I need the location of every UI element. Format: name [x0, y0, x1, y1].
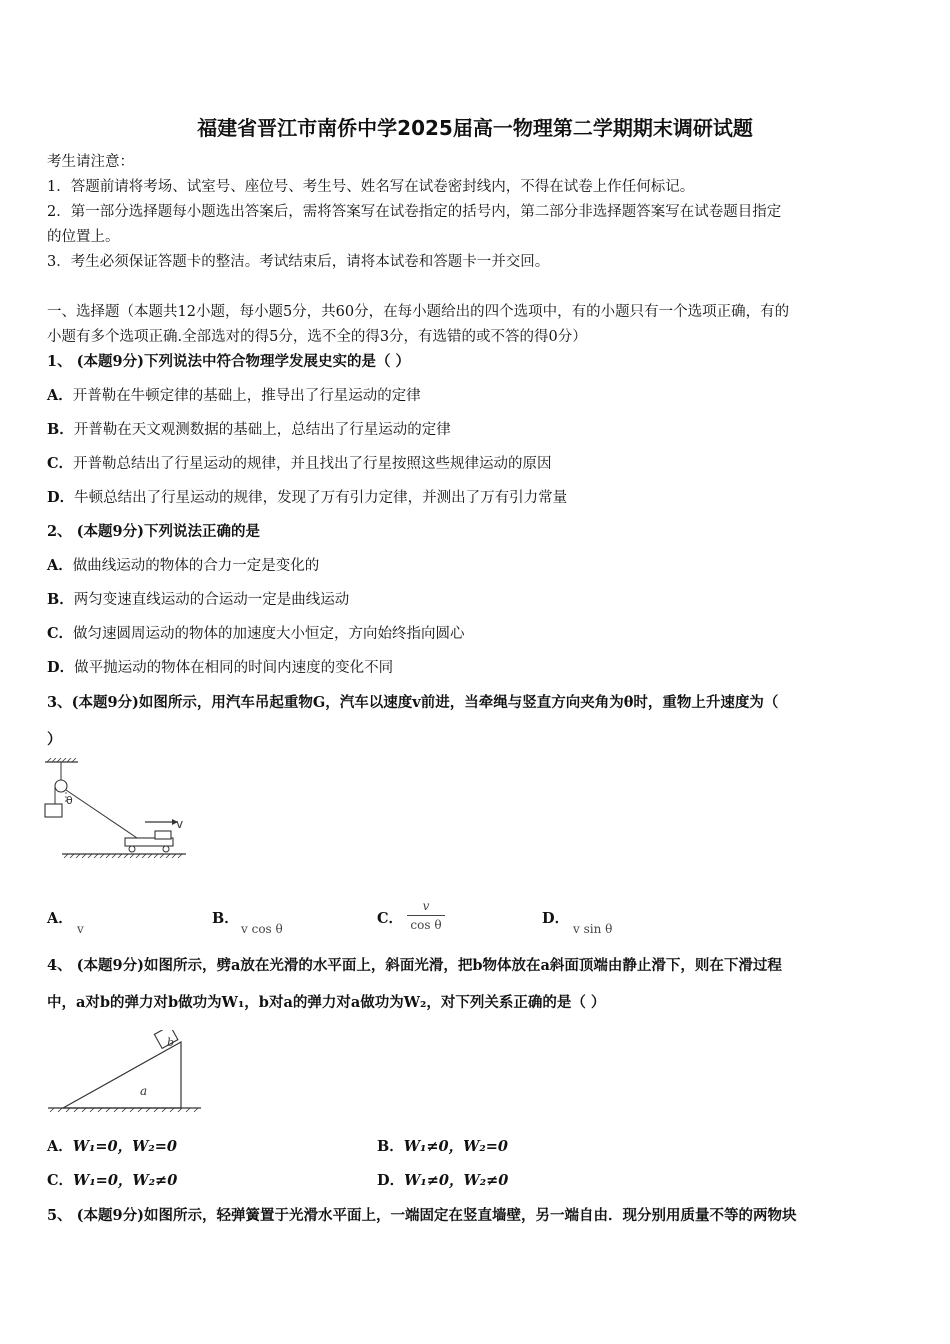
question-4-option-c	[47, 1171, 177, 1191]
option-label: A．	[47, 387, 73, 404]
question-2-option-c	[47, 624, 907, 644]
block-b-label: b	[167, 1036, 175, 1049]
option-text: W₁≠0，W₂=0	[403, 1138, 509, 1155]
question-1-option-b	[47, 420, 907, 440]
option-text: 开普勒在牛顿定律的基础上，推导出了行星运动的定律	[72, 388, 421, 404]
notice-item: 的位置上。	[47, 229, 120, 245]
option-label: D．	[542, 910, 570, 927]
question-4-stem-line2: 中，a对b的弹力对b做功为W₁，b对a的弹力对a做功为W₂，对下列关系正确的是（ ）	[47, 994, 606, 1011]
option-label: C．	[377, 910, 404, 927]
option-label: B．	[47, 591, 74, 608]
question-3-stem-end: ）	[47, 731, 62, 748]
theta-label: θ	[66, 794, 73, 807]
notice-item: 1．答题前请将考场、试室号、座位号、考生号、姓名写在试卷密封线内，不得在试卷上作任何标记。	[47, 179, 695, 195]
option-label: D．	[47, 489, 75, 506]
question-1-option-a	[47, 386, 907, 406]
question-2-option-a	[47, 556, 907, 576]
question-4-option-a	[47, 1137, 177, 1157]
option-label: B．	[212, 910, 239, 927]
section-heading-line1: 一、选择题（本题共12小题，每小题5分，共60分，在每小题给出的四个选项中，有的小题只有一个选项正确，有的	[47, 304, 790, 320]
velocity-label: v	[176, 817, 184, 831]
question-2-stem: 2、 (本题9分)下列说法正确的是	[47, 523, 260, 540]
notice-heading: 考生请注意：	[47, 154, 134, 170]
question-4-option-b	[377, 1137, 508, 1157]
option-text: W₁=0，W₂=0	[72, 1138, 178, 1155]
option-text: W₁=0，W₂≠0	[73, 1172, 178, 1189]
option-text: 做匀速圆周运动的物体的加速度大小恒定，方向始终指向圆心	[73, 626, 465, 642]
page-title: 福建省晋江市南侨中学2025届高一物理第二学期期末调研试题	[197, 116, 753, 140]
option-label: C．	[47, 625, 74, 642]
notice-item: 3．考生必须保证答题卡的整洁。考试结束后，请将本试卷和答题卡一并交回。	[47, 254, 550, 270]
option-label: C．	[47, 455, 74, 472]
option-label: B．	[47, 421, 74, 438]
wedge-figure	[45, 1030, 205, 1116]
fraction-bar	[407, 915, 445, 916]
option-c-fraction	[405, 898, 447, 933]
option-a-expr: v	[77, 922, 84, 936]
section-heading-line2: 小题有多个选项正确.全部选对的得5分，选不全的得3分，有选错的或不答的得0分）	[47, 329, 587, 345]
fraction-denominator: cos θ	[410, 918, 442, 932]
option-label: A．	[47, 557, 73, 574]
question-4-stem-line1: 4、 (本题9分)如图所示，劈a放在光滑的水平面上，斜面光滑，把b物体放在a斜面顶端由静止滑下，则在下滑过程	[47, 957, 782, 974]
option-text: 开普勒在天文观测数据的基础上，总结出了行星运动的定律	[73, 422, 451, 438]
crane-truck-figure	[40, 758, 190, 862]
question-4-option-d	[377, 1171, 508, 1191]
option-text: 做平抛运动的物体在相同的时间内速度的变化不同	[74, 660, 394, 676]
wedge-a-label: a	[140, 1084, 148, 1098]
option-text: 牛顿总结出了行星运动的规律，发现了万有引力定律，并测出了万有引力常量	[74, 490, 568, 506]
question-5-stem: 5、 (本题9分)如图所示，轻弹簧置于光滑水平面上，一端固定在竖直墙壁，另一端自由．现分别用质量不等的两物块	[47, 1207, 797, 1224]
question-3-stem: 3、(本题9分)如图所示，用汽车吊起重物G，汽车以速度v前进，当牵绳与竖直方向夹角为θ时，重物上升速度为（	[47, 694, 779, 711]
option-label: A．	[47, 910, 73, 927]
question-3-option-a	[47, 909, 73, 929]
question-2-option-b	[47, 590, 907, 610]
fraction-numerator: v	[422, 899, 430, 913]
option-b-expr: v cos θ	[241, 922, 283, 936]
question-1-option-d	[47, 488, 907, 508]
option-label: C．	[47, 1172, 74, 1189]
notice-item: 2．第一部分选择题每小题选出答案后，需将答案写在试卷指定的括号内，第二部分非选择题答案写在试卷题目指定	[47, 204, 782, 220]
option-text: 做曲线运动的物体的合力一定是变化的	[72, 558, 320, 574]
option-label: D．	[377, 1172, 405, 1189]
question-1-option-c	[47, 454, 907, 474]
option-text: W₁≠0，W₂≠0	[404, 1172, 509, 1189]
question-3-option-b	[212, 909, 239, 929]
option-label: A．	[47, 1138, 73, 1155]
option-d-expr: v sin θ	[573, 922, 613, 936]
question-3-option-c	[377, 909, 403, 929]
option-label: D．	[47, 659, 75, 676]
question-3-option-d	[542, 909, 569, 929]
question-1-stem: 1、 (本题9分)下列说法中符合物理学发展史实的是（ ）	[47, 353, 410, 370]
option-text: 开普勒总结出了行星运动的规律，并且找出了行星按照这些规律运动的原因	[73, 456, 552, 472]
question-2-option-d	[47, 658, 907, 678]
option-text: 两匀变速直线运动的合运动一定是曲线运动	[73, 592, 350, 608]
option-label: B．	[377, 1138, 404, 1155]
